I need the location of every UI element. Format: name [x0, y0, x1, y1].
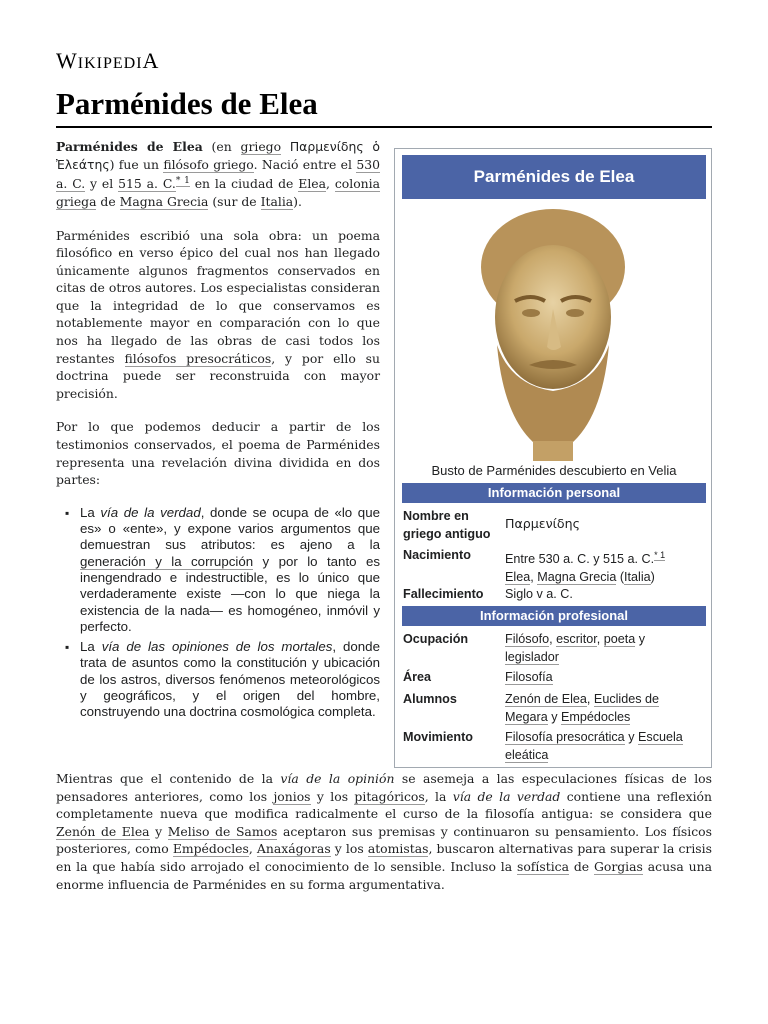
article-body-left [56, 138, 380, 725]
value-movimiento [505, 728, 705, 764]
link-empedocles[interactable]: Empédocles [561, 710, 631, 724]
text: La [80, 504, 101, 520]
list-item [80, 505, 380, 635]
link-zenon-de-elea[interactable]: Zenón de Elea [56, 823, 150, 839]
value-fallecimiento: Siglo v a. C. [505, 587, 573, 601]
footnote-link[interactable]: * 1 [175, 176, 190, 187]
link-magna-grecia[interactable]: Magna Grecia [119, 193, 209, 209]
link-griego[interactable]: griego [240, 139, 282, 154]
link-meliso-de-samos[interactable]: Meliso de Samos [167, 823, 278, 839]
link-italia[interactable]: Italia [624, 570, 651, 585]
text: , la [424, 788, 453, 804]
text: , [549, 632, 557, 646]
link-italia[interactable]: Italia [260, 193, 294, 209]
text: y los [310, 788, 355, 804]
value-area [505, 668, 705, 686]
text: La [80, 639, 102, 655]
value-nombre-griego: Παρμενίδης [505, 516, 580, 531]
label-movimiento: Movimiento [403, 730, 473, 744]
page-title: Parménides de Elea [56, 86, 712, 128]
link-515-ac[interactable]: 515 a. C. [118, 176, 176, 192]
link-jonios[interactable]: jonios [273, 788, 311, 804]
section-informacion-personal: Información personal [402, 483, 706, 503]
label-alumnos: Alumnos [403, 692, 457, 706]
infobox-title: Parménides de Elea [402, 155, 706, 199]
label-nacimiento: Nacimiento [403, 548, 471, 562]
wikipedia-logo[interactable] [56, 48, 159, 74]
paragraph-poema: Por lo que podemos deducir a partir de los testimonios conservados, el poema de Parménides representa una revelación divina dividida en dos partes: [56, 419, 380, 488]
link-filosofia-presocratica[interactable]: Filosofía presocrática [505, 730, 625, 744]
label-ocupacion: Ocupación [403, 632, 469, 646]
text: se asemeja a las especulaciones físicas de los pensadores anteriores, como los [56, 771, 712, 804]
text: (sur de [208, 193, 261, 209]
text: y [624, 730, 638, 744]
image-caption: Busto de Parménides descubierto en Velia [431, 463, 677, 478]
poem-parts-list [56, 505, 380, 721]
logo-middle: IKIPEDI [77, 55, 143, 72]
text: , [586, 692, 594, 706]
value-ocupacion [505, 630, 705, 666]
link-530-ac[interactable]: 530 a. C. [56, 156, 380, 192]
emphasis: vía de la verdad [452, 788, 561, 804]
text: , buscaron alternativas para superar la crisis en la que había sido arrojado el conocimiento de lo sensible. Incluso la [56, 841, 712, 874]
link-filosofo[interactable]: Filósofo [505, 632, 550, 646]
text: Parménides escribió una sola obra: un poema filosófico en verso épico del cual nos han llegado únicamente algunos fragmentos conservados en citas de otros autores. Los especialistas consideran que la integridad de lo que conservamos es notablemente mayor en comparación con lo que nos ha llegado de las obras de casi todos los restantes [56, 227, 380, 366]
text: . Nació entre el [253, 156, 357, 172]
link-filosofos-presocraticos[interactable]: filósofos presocráticos [124, 350, 272, 366]
text: y [149, 823, 168, 839]
text: , y por ello su doctrina puede ser reconstruida con mayor precisión. [56, 350, 380, 401]
emphasis: vía de las opiniones de los mortales [101, 639, 333, 655]
link-gorgias[interactable]: Gorgias [593, 858, 643, 874]
value-nacimiento [505, 546, 705, 586]
logo-a: A [142, 48, 160, 73]
text: y los [330, 841, 368, 857]
section-informacion-profesional: Información profesional [402, 606, 706, 626]
link-escritor[interactable]: escritor [556, 632, 597, 646]
link-legislador[interactable]: legislador [505, 650, 559, 664]
text: en la ciudad de [189, 176, 299, 192]
text: Entre 530 a. C. y 515 a. C. [505, 552, 655, 567]
text: y [635, 632, 646, 646]
intro-paragraph [56, 138, 380, 211]
intro-bold-name: Parménides de Elea [56, 139, 203, 154]
text: Mientras que el contenido de la [56, 771, 281, 786]
link-colonia-griega[interactable]: colonia griega [56, 176, 380, 209]
emphasis: vía de la opinión [280, 771, 395, 786]
link-poeta[interactable]: poeta [603, 632, 636, 646]
link-generacion-corrupcion[interactable]: generación y la corrupción [80, 553, 254, 569]
text: aceptaron sus premisas y continuaron su pensamiento. Los físicos posteriores, como [56, 823, 712, 857]
label-nombre-griego: Nombre en griego antiguo [403, 509, 491, 541]
greek-name: Παρμενίδης ὁ Ἐλεάτης [56, 139, 381, 172]
text: ) fue un [109, 156, 164, 172]
text: (en [202, 139, 241, 154]
text: acusa una enorme influencia de Parménides en su forma argumentativa. [56, 858, 713, 892]
link-anaxagoras[interactable]: Anaxágoras [256, 841, 331, 857]
link-magna-grecia[interactable]: Magna Grecia [537, 570, 617, 585]
text: , [530, 570, 538, 585]
logo-w: W [56, 48, 78, 73]
paragraph-obra [56, 227, 380, 403]
link-sofistica[interactable]: sofística [516, 858, 569, 874]
link-zenon-de-elea[interactable]: Zenón de Elea [505, 692, 587, 706]
link-atomistas[interactable]: atomistas [367, 841, 429, 857]
text: y por lo tanto es inengendrado e indestructible, es lo único que verdaderamente existe —con lo que niega la existencia de la nada— es homogéneo, inmóvil y perfecto. [80, 553, 380, 634]
text: ( [616, 570, 625, 585]
link-empedocles[interactable]: Empédocles [172, 841, 249, 857]
link-elea[interactable]: Elea [505, 570, 531, 585]
text: de [568, 858, 594, 874]
link-filosofo-griego[interactable]: filósofo griego [163, 156, 254, 172]
text: , [326, 176, 335, 192]
footnote-link[interactable]: * 1 [654, 550, 666, 560]
infobox [394, 148, 712, 768]
link-elea[interactable]: Elea [298, 176, 327, 192]
link-euclides-de-megara[interactable]: Euclides de Megara [505, 692, 660, 724]
text: ) [650, 570, 655, 585]
text: , [248, 841, 257, 857]
text: y el [85, 176, 119, 192]
link-filosofia[interactable]: Filosofía [505, 670, 553, 684]
paragraph-influencia [56, 770, 712, 893]
text: , donde trata de asuntos como la constitución y ubicación de los astros, diversos fenómenos meteorológicos y geográficos, y el origen del hombre, construyendo una doctrina cosmológica completa. [80, 639, 380, 720]
text: , [596, 632, 604, 646]
text: y [547, 710, 561, 724]
emphasis: vía de la verdad [100, 504, 201, 520]
link-pitagoricos[interactable]: pitagóricos [354, 788, 425, 804]
parmenides-bust-image[interactable] [445, 205, 661, 461]
value-alumnos [505, 690, 705, 726]
list-item [80, 639, 380, 720]
label-area: Área [403, 670, 432, 684]
label-fallecimiento: Fallecimiento [403, 587, 484, 601]
text: de [96, 193, 120, 209]
text: , donde se ocupa de «lo que es» o «ente», y expone varios argumentos que demuestran sus atributos: es ajeno a la [80, 504, 380, 553]
link-escuela-eleatica[interactable]: Escuela eleática [505, 730, 683, 762]
text: ). [293, 193, 302, 209]
text: contiene una reflexión completamente nueva que modifica radicalmente el curso de la filosofía antigua: se considera que [56, 788, 712, 822]
